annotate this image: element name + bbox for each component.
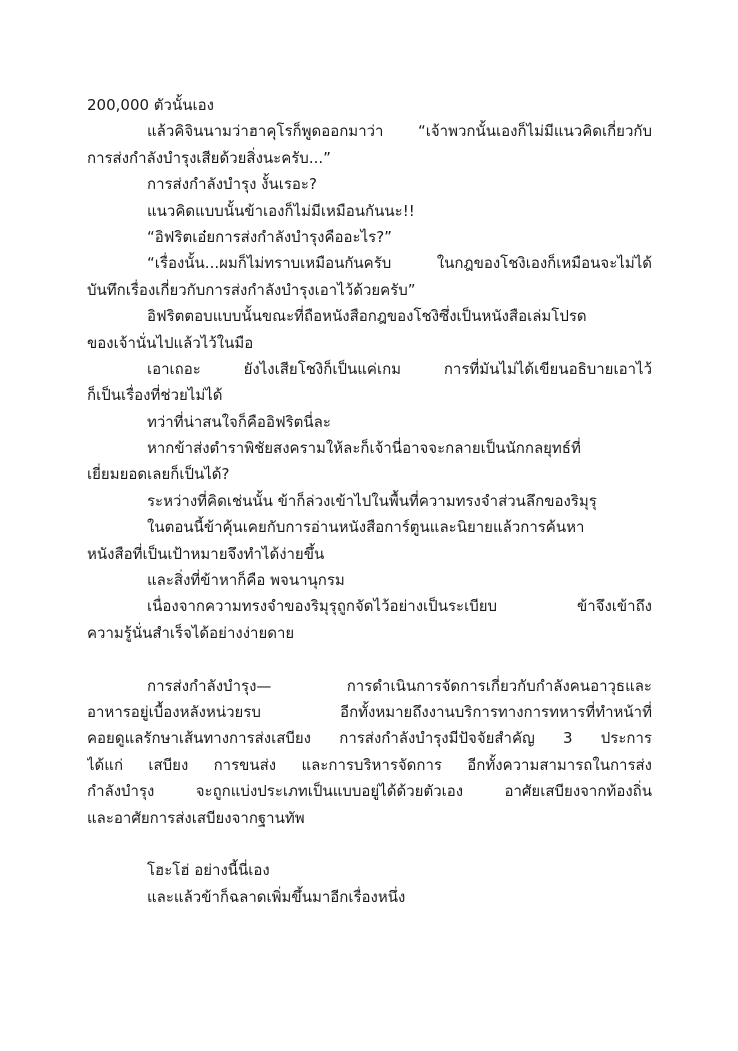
text-line: การส่งกำลังบำรุง— การดำเนินการจัดการเกี่ยวกับกำลังคนอาวุธและ bbox=[147, 676, 652, 695]
text-line: ได้แก่ เสบียง การขนส่ง และการบริหารจัดการ อีกทั้งความสามารถในการส่ง bbox=[87, 755, 652, 774]
text-line: โฮะโฮ่ อย่างนี้นี่เอง bbox=[147, 861, 270, 880]
text-line: หนังสือที่เป็นเป้าหมายจึงทำได้ง่ายขึ้น bbox=[87, 544, 325, 563]
text-line: อาหารอยู่เบื้องหลังหน่วยรบ อีกทั้งหมายถึงงานบริการทางการทหารที่ทำหน้าที่ bbox=[87, 702, 652, 721]
text-line: “อิฟริตเอ๋ยการส่งกำลังบำรุงคืออะไร?” bbox=[147, 227, 392, 246]
text-line: และอาศัยการส่งเสบียงจากฐานทัพ bbox=[87, 808, 305, 827]
text-line: “เรื่องนั้น...ผมก็ไม่ทราบเหมือนกันครับ ในกฎของโชงิเองก็เหมือนจะไม่ได้ bbox=[147, 254, 652, 273]
document-body bbox=[87, 92, 652, 910]
text-line: และสิ่งที่ข้าหาก็คือ พจนานุกรม bbox=[147, 571, 345, 590]
text-line: เอาเถอะ ยังไงเสียโชงิก็เป็นแค่เกม การที่มันไม่ได้เขียนอธิบายเอาไว้ bbox=[147, 359, 652, 378]
text-line: คอยดูแลรักษาเส้นทางการส่งเสบียง การส่งกำลังบำรุงมีปัจจัยสำคัญ 3 ประการ bbox=[87, 729, 652, 748]
text-line: ก็เป็นเรื่องที่ช่วยไม่ได้ bbox=[87, 386, 223, 405]
text-line: ในตอนนี้ข้าคุ้นเคยกับการอ่านหนังสือการ์ตูนและนิยายแล้วการค้นหา bbox=[147, 518, 585, 537]
text-line: ของเจ้านั่นไปแล้วไว้ในมือ bbox=[87, 333, 254, 352]
text-line: เนื่องจากความทรงจำของริมุรุถูกจัดไว้อย่างเป็นระเบียบ ข้าจึงเข้าถึง bbox=[147, 597, 652, 616]
text-line: กำลังบำรุง จะถูกแบ่งประเภทเป็นแบบอยู่ได้ด้วยตัวเอง อาศัยเสบียงจากท้องถิ่น bbox=[87, 782, 652, 801]
text-line: แล้วคิจินนามว่าฮาคุโรก็พูดออกมาว่า “เจ้าพวกนั้นเองก็ไม่มีแนวคิดเกี่ยวกับ bbox=[147, 122, 652, 141]
text-line: เยี่ยมยอดเลยก็เป็นได้? bbox=[87, 465, 230, 484]
text-line: การส่งกำลังบำรุงเสียด้วยสิ่งนะครับ...” bbox=[87, 148, 331, 167]
text-line: หากข้าส่งตำราพิชัยสงครามให้ละก็เจ้านี่อาจจะกลายเป็นนักกลยุทธ์ที่ bbox=[147, 439, 581, 458]
text-line: และแล้วข้าก็ฉลาดเพิ่มขึ้นมาอีกเรื่องหนึ่ง bbox=[147, 887, 406, 906]
text-line: ความรู้นั่นสำเร็จได้อย่างง่ายดาย bbox=[87, 623, 295, 642]
text-line: แนวคิดแบบนั้นข้าเองก็ไม่มีเหมือนกันนะ!! bbox=[147, 201, 415, 220]
text-line: บันทึกเรื่องเกี่ยวกับการส่งกำลังบำรุงเอาไว้ด้วยครับ” bbox=[87, 280, 416, 299]
text-line: การส่งกำลังบำรุง งั้นเรอะ? bbox=[147, 175, 317, 194]
text-line: 200,000 ตัวนั้นเอง bbox=[87, 96, 214, 114]
paragraph-gap bbox=[87, 646, 652, 672]
paragraph-gap bbox=[87, 831, 652, 857]
text-line: ทว่าที่น่าสนใจก็คืออิฟริตนี่ละ bbox=[147, 412, 331, 431]
text-line: ระหว่างที่คิดเช่นนั้น ข้าก็ล่วงเข้าไปในพื้นที่ความทรงจำส่วนลึกของริมุรุ bbox=[147, 491, 597, 510]
text-line: อิฟริตตอบแบบนั้นขณะที่ถือหนังสือกฎของโชงิซึ่งเป็นหนังสือเล่มโปรด bbox=[147, 307, 587, 326]
